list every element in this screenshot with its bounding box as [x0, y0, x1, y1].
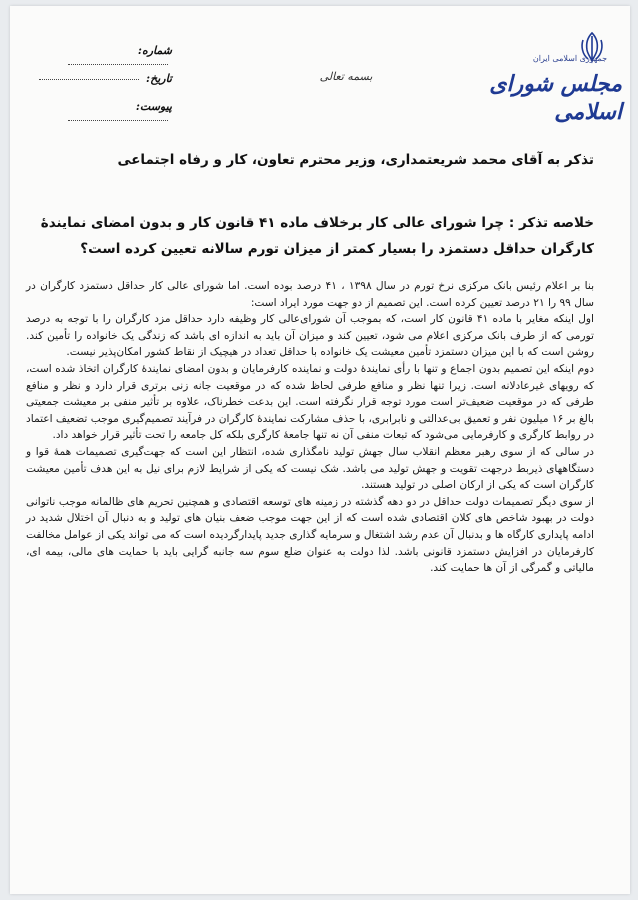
body-paragraph: در سالی که از سوی رهبر معظم انقلاب سال جهش تولید نامگذاری شده، انتظار این است که جهت‌گیری تصمیمات همهٔ قوا و دستگاههای ذیربط درجهت تقویت و جهش تولید می باشد. شک نیست که یکی از شرایط لازم برای نیل به این هدف تأمین معیشت کارگران است که یکی از ارکان اصلی در تولید هستند. — [26, 445, 594, 492]
parliament-logo-text: مجلس شورای اسلامی — [489, 71, 622, 125]
republic-line: جمهوری اسلامی ایران — [532, 54, 608, 63]
body-paragraph: دوم اینکه این تصمیم بدون اجماع و تنها با رأی نمایندهٔ دولت و نماینده کارفرمایان و بدون امضای نمایندهٔ کارگران اتخاذ شده است، که رویهای غیرعادلانه است. زیرا تنها نظر و منافع طرفی لحاظ شده که در موقعیت جانه زنی برتری قرار دارد و نظر و منافع طرفی که در موقعیت ضعیف‌تر است مورد توجه قرار نگرفته است. این بدعت خطرناک، علاوه بر تأثیر منفی بر معیشت جمعیتی بالغ بر ۱۶ میلیون نفر و تعمیق بی‌عدالتی و نابرابری، با حذف مشارکت نمایندهٔ کارگران در فرآیند تصمیم‌گیری موجب تضعیف اعتماد در روابط کارگری و کارفرمایی می‌شود که تبعات منفی آن نه تنها جامعهٔ کارگری بلکه کل جامعه را تحت تأثیر قرار خواهد داد. — [26, 362, 594, 442]
letter-page — [10, 6, 630, 894]
number-label: شماره — [141, 44, 172, 57]
number-field: شماره: — [32, 44, 172, 70]
date-label: تاریخ — [150, 72, 172, 85]
date-blank — [39, 79, 139, 80]
body-paragraph: از سوی دیگر تصمیمات دولت حداقل در دو دهه گذشته در زمینه های توسعه اقتصادی و همچنین تحریم های ظالمانه موجب ناتوانی دولت در بهبود شاخص های کلان اقتصادی شده است که از این جهت موجب ضعف بنیان های تولید و به دنبال آن اختلال شدید در ادامه پایداری کارگاه ها و بدنبال آن عدم رشد اشتغال و سرمایه گذاری جدید پایدارگردیده است که می تواند یکی از عوامل مخالفت کارفرمایان در افزایش دستمزد قانونی باشد. لذا دولت به عنوان ضلع سوم سه جانبه گرایی باید با حمایت های مالی، بیمه ای، مالیاتی و گمرگی از آن ها حمایت کند. — [26, 495, 594, 575]
body-paragraph: بنا بر اعلام رئیس بانک مرکزی نرخ تورم در سال ۱۳۹۸ ، ۴۱ درصد بوده است. اما شورای عالی کار حداقل دستمزد کارگران در سال ۹۹ را ۲۱ درصد تعیین کرده است. این تصمیم از دو جهت مورد ایراد است: — [26, 280, 595, 309]
attachment-field: پیوست: — [32, 100, 172, 126]
attachment-blank — [68, 120, 168, 121]
summary-heading: خلاصه تذکر : چرا شورای عالی کار برخلاف ماده ۴۱ قانون کار و بدون امضای نمایندهٔ کارگران حداقل دستمزد را بسیار کمتر از میزان تورم سالانه تعیین کرده است؟ — [40, 215, 594, 257]
number-blank — [68, 64, 168, 65]
date-field: تاریخ: — [32, 72, 172, 85]
attachment-label: پیوست — [139, 100, 172, 113]
addressee-line: تذکر به آقای محمد شریعتمداری، وزیر محترم تعاون، کار و رفاه اجتماعی — [117, 152, 594, 168]
bismillah-mark: بسمه تعالی — [319, 70, 373, 83]
letter-body — [26, 278, 594, 577]
body-paragraph: اول اینکه مغایر با ماده ۴۱ قانون کار است، که بموجب آن شورای‌عالی کار وظیفه دارد حداقل مزد کارگران را با توجه به درصد تورمی که از طرف بانک مرکزی اعلام می شود، تعیین کند و میزان آن باید به اندازه ای باشد که زندگی یک خانواده را تأمین کند. روشن است که با این میزان دستمزد تأمین معیشت یک خانواده با حداقل تعداد در هیچیک از نقاط کشور امکان‌پذیر نیست. — [26, 313, 594, 359]
